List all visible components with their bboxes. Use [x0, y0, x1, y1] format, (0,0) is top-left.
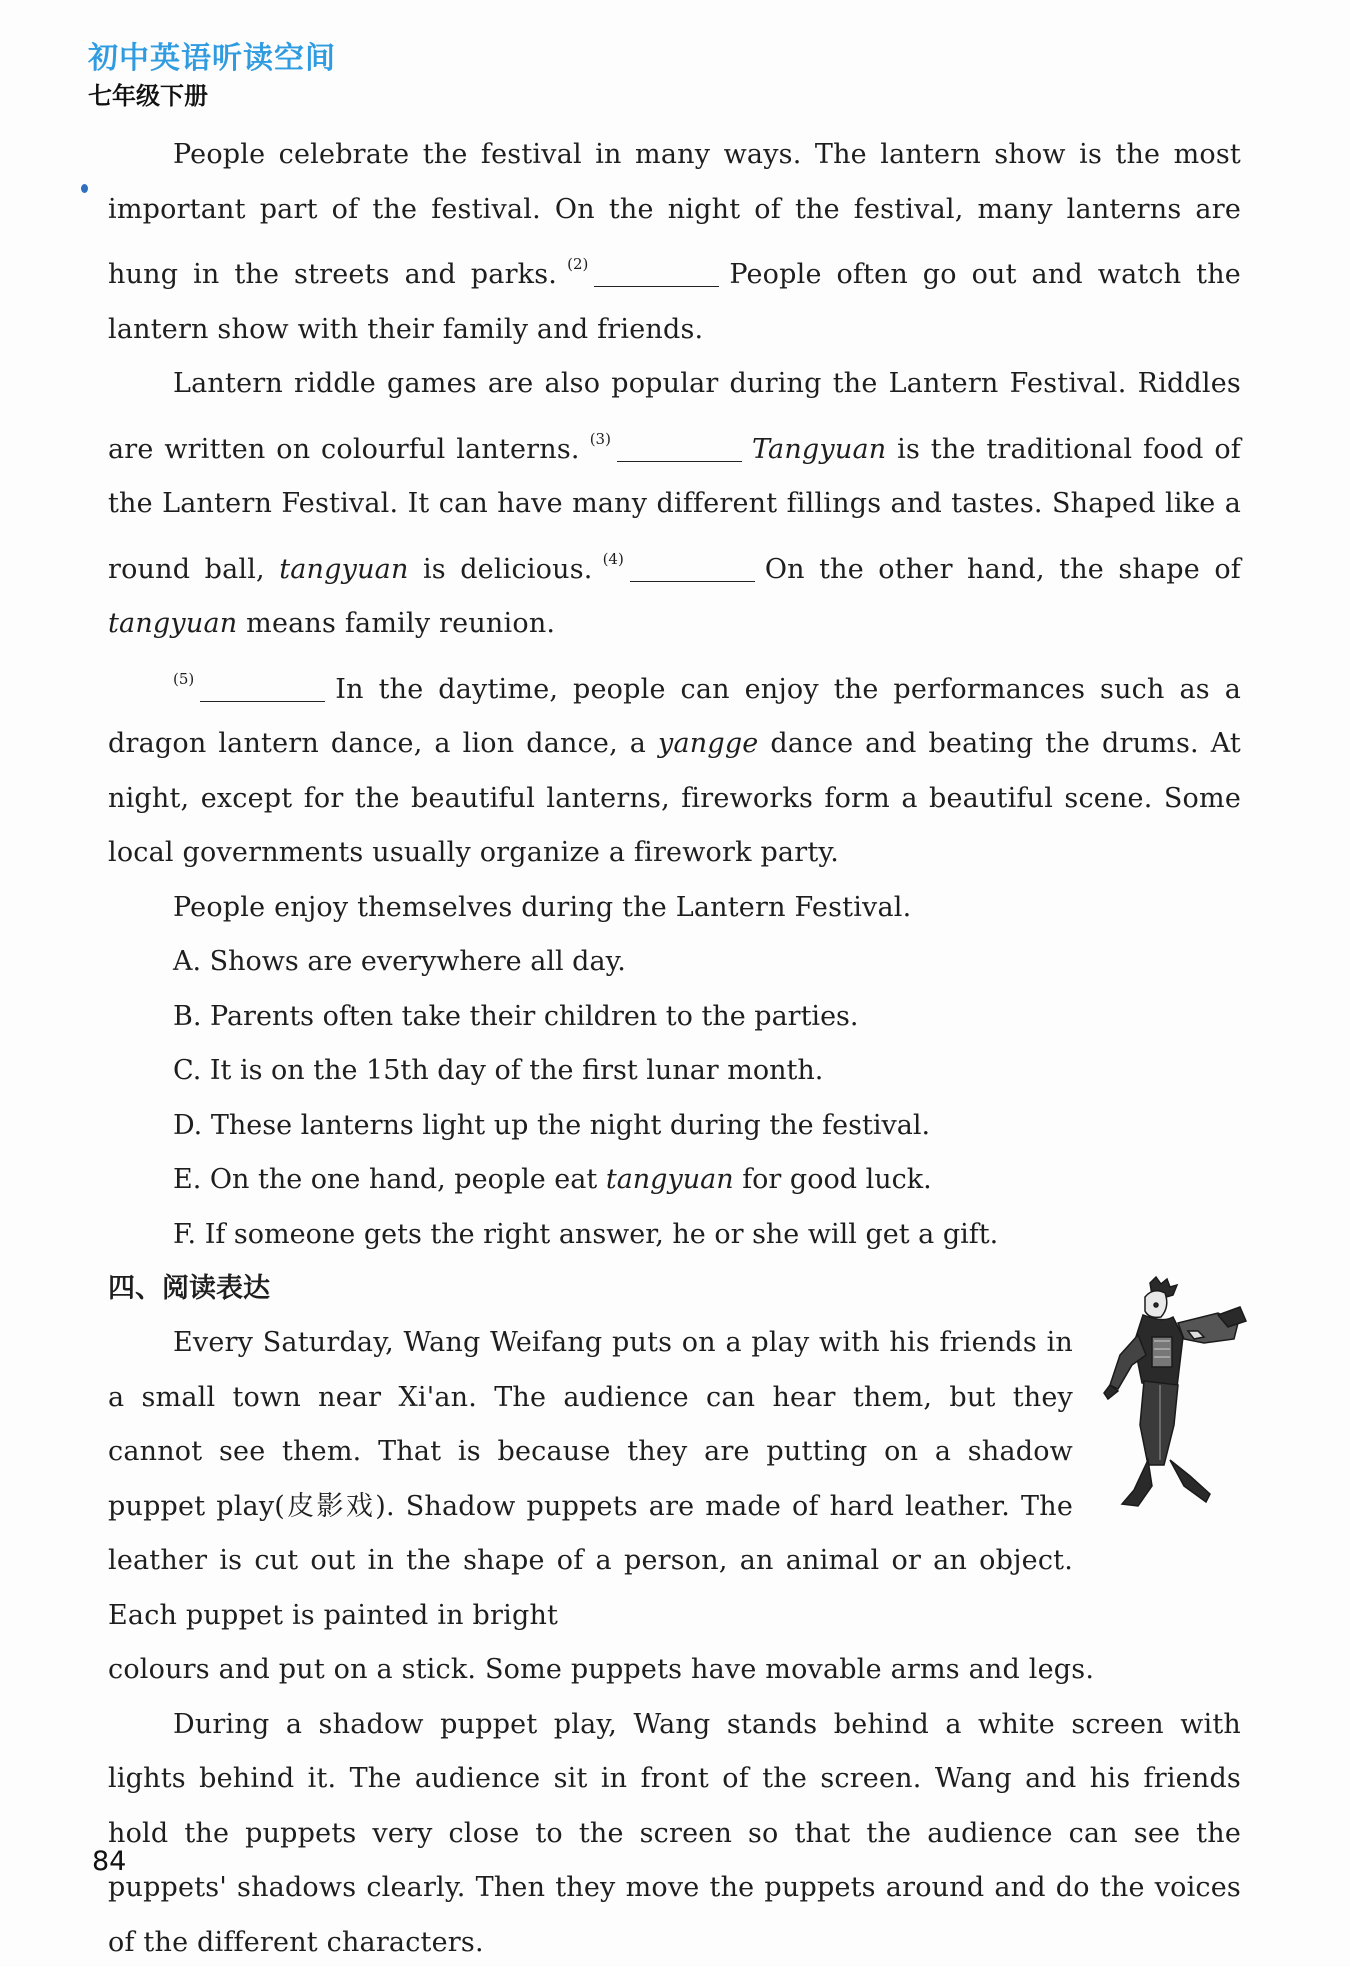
paragraph-shadow-puppets: Every Saturday, Wang Weifang puts on a play with his friends in a small town near Xi'an. The audience can hear them, but they cannot see them. That is because they are putting on a shadow puppet play(皮影戏). Shadow puppets are made of hard leather. The leather is cut out in the shape of a person, an animal or an object. Each puppet is painted in bright [108, 1316, 1073, 1643]
shadow-puppet-icon [1098, 1275, 1248, 1510]
text-run: E. On the one hand, people eat [173, 1164, 597, 1195]
text-run: is the traditional food of the Lantern Festival. It can have many different fillings and tastes. Shaped like a round ball, [108, 434, 1241, 585]
blank-number-3: (3) [590, 430, 611, 448]
option-d: D. These lanterns light up the night during the festival. [108, 1099, 1241, 1154]
page-content [108, 128, 1241, 1970]
text-run: On the other hand, the shape of [765, 554, 1241, 585]
option-e [108, 1153, 1241, 1208]
paragraph-performances [108, 652, 1241, 881]
answer-blank-5[interactable] [200, 673, 325, 702]
answer-blank-4[interactable] [630, 553, 755, 582]
italic-term: tangyuan [279, 554, 408, 585]
paragraph-conclusion: People enjoy themselves during the Lantern Festival. [108, 881, 1241, 936]
italic-term: tangyuan [108, 608, 237, 639]
italic-term: yangge [658, 728, 759, 759]
series-title: 初中英语听读空间 [88, 40, 336, 78]
grade-title: 七年级下册 [88, 80, 336, 112]
paragraph-riddles [108, 357, 1241, 652]
paragraph-lantern-show [108, 128, 1241, 357]
blank-number-2: (2) [567, 255, 588, 273]
blank-number-4: (4) [603, 550, 624, 568]
paragraph-shadow-puppets-end: colours and put on a stick. Some puppets have movable arms and legs. [108, 1643, 1241, 1698]
text-run: dance and beating the drums. At night, except for the beautiful lanterns, fireworks form a beautiful scene. Some local governments usually organize a firework party. [108, 728, 1241, 868]
text-run: People celebrate the festival in many ways. The lantern show is the most important part of the festival. On the night of the festival, many lanterns are hung in the streets and parks. [108, 139, 1241, 290]
text-run: means family reunion. [246, 608, 555, 639]
italic-term: tangyuan [606, 1164, 734, 1195]
page-number: 84 [92, 1846, 126, 1877]
option-a: A. Shows are everywhere all day. [108, 935, 1241, 990]
text-run: People often go out and watch the lantern show with their family and friends. [108, 259, 1241, 345]
margin-dot-icon [81, 184, 88, 193]
text-run: for good luck. [742, 1164, 932, 1195]
answer-blank-3[interactable] [617, 433, 742, 462]
option-c: C. It is on the 15th day of the first lunar month. [108, 1044, 1241, 1099]
option-f: F. If someone gets the right answer, he or she will get a gift. [108, 1208, 1241, 1263]
blank-number-5: (5) [173, 670, 194, 688]
page-header [88, 40, 336, 112]
text-run: In the daytime, people can enjoy the performances such as a dragon lantern dance, a lion dance, a [108, 674, 1241, 760]
answer-blank-2[interactable] [594, 258, 719, 287]
answer-options [108, 935, 1241, 1262]
text-run: is delicious. [423, 554, 593, 585]
option-b: B. Parents often take their children to the parties. [108, 990, 1241, 1045]
section-heading: 四、阅读表达 [108, 1262, 1241, 1316]
paragraph-puppet-play: During a shadow puppet play, Wang stands behind a white screen with lights behind it. The audience sit in front of the screen. Wang and his friends hold the puppets very close to the screen so that the audience can see the puppets' shadows clearly. Then they move the puppets around and do the voices of the different characters. [108, 1698, 1241, 1970]
italic-term: Tangyuan [752, 434, 886, 465]
text-run: Lantern riddle games are also popular during the Lantern Festival. Riddles are written on colourful lanterns. [108, 368, 1241, 465]
